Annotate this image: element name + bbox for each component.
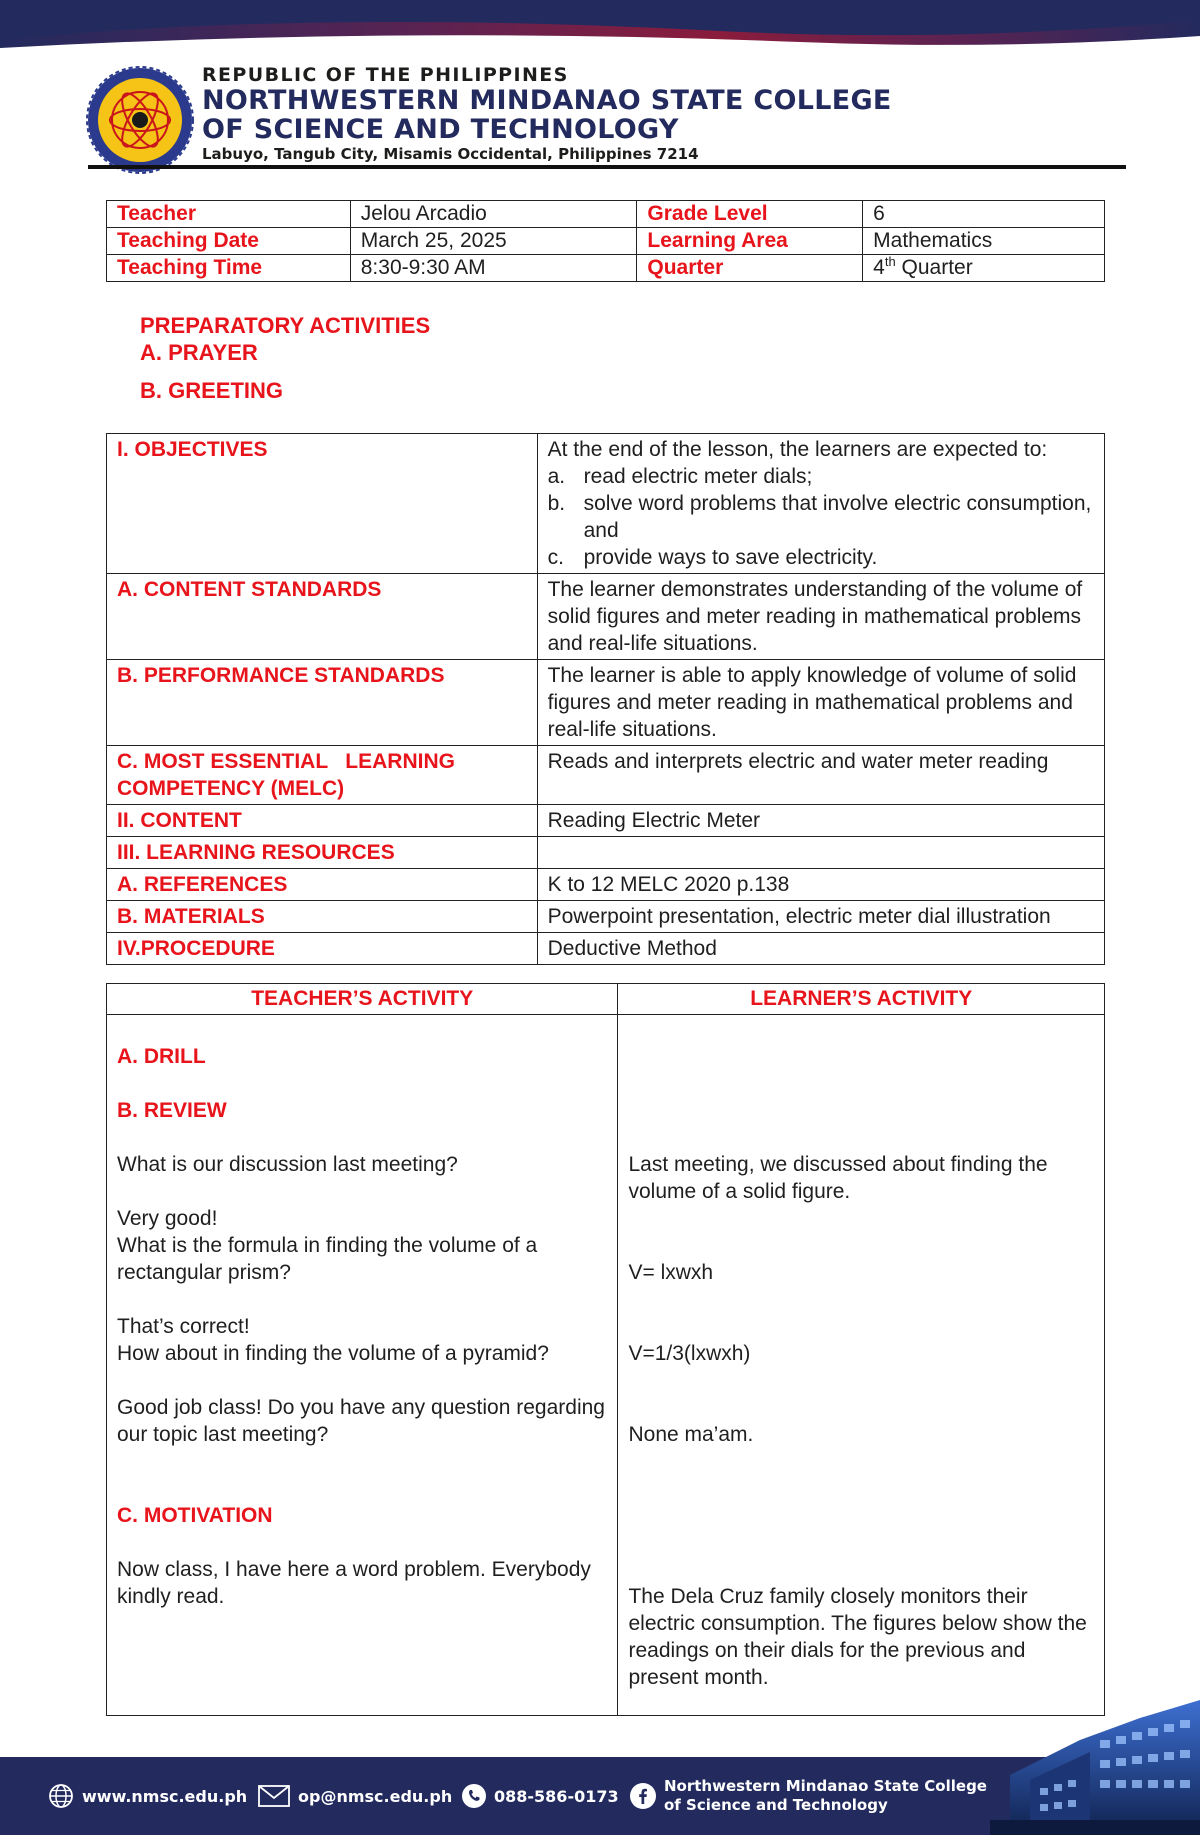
teacher-praise-1: Very good!: [117, 1207, 218, 1230]
procedure-value: Deductive Method: [537, 933, 1104, 965]
list-marker: a.: [547, 465, 566, 488]
materials-value: Powerpoint presentation, electric meter dial illustration: [537, 901, 1104, 933]
quarter-suffix: th: [884, 254, 896, 269]
learning-area-label: Learning Area: [637, 228, 863, 255]
objectives-list: [548, 463, 1094, 571]
grade-level-label: Grade Level: [637, 201, 863, 228]
drill-heading: A. DRILL: [117, 1045, 206, 1068]
facebook-icon: [630, 1783, 656, 1809]
learner-answer-2: V= lxwxh: [628, 1261, 714, 1284]
table-row: [107, 1015, 1105, 1716]
table-row: [107, 901, 1105, 933]
performance-standards-label: B. PERFORMANCE STANDARDS: [107, 660, 538, 746]
table-row: [107, 228, 1105, 255]
table-row: [107, 837, 1105, 869]
footer-email[interactable]: [258, 1757, 452, 1835]
quarter-value: [863, 255, 1105, 282]
footer-website[interactable]: [48, 1757, 247, 1835]
review-heading: B. REVIEW: [117, 1099, 227, 1122]
performance-standards-value: The learner is able to apply knowledge of volume of solid figures and meter reading in mathematical problems and real-life situations.: [537, 660, 1104, 746]
grade-level-value: 6: [863, 201, 1105, 228]
preparatory-activities: [140, 312, 430, 404]
teacher-question-5: Now class, I have here a word problem. Everybody kindly read.: [117, 1558, 591, 1608]
teacher-question-3: How about in finding the volume of a pyramid?: [117, 1342, 549, 1365]
college-name-line1: NORTHWESTERN MINDANAO STATE COLLEGE: [202, 85, 892, 116]
list-item: [548, 463, 1094, 490]
learner-answer-1: Last meeting, we discussed about finding the volume of a solid figure.: [628, 1153, 1048, 1203]
quarter-word: Quarter: [895, 256, 973, 279]
procedure-label: IV.PROCEDURE: [107, 933, 538, 965]
table-row: [107, 660, 1105, 746]
objectives-label: I. OBJECTIVES: [107, 434, 538, 574]
list-marker: b.: [547, 492, 566, 515]
content-value: Reading Electric Meter: [537, 805, 1104, 837]
college-address: Labuyo, Tangub City, Misamis Occidental, Philippines 7214: [202, 145, 699, 163]
list-text: read electric meter dials;: [583, 465, 813, 488]
learner-answer-4: None ma’am.: [628, 1423, 754, 1446]
campus-building-illustration: [990, 1680, 1200, 1835]
table-row: [107, 434, 1105, 574]
globe-icon: [48, 1783, 74, 1809]
teaching-date-value: March 25, 2025: [350, 228, 637, 255]
teacher-activity-heading: TEACHER’S ACTIVITY: [107, 984, 618, 1015]
objectives-cell: [537, 434, 1104, 574]
table-row: [107, 805, 1105, 837]
table-row: [107, 201, 1105, 228]
facebook-line1: Northwestern Mindanao State College: [664, 1777, 987, 1795]
learner-activity-heading: LEARNER’S ACTIVITY: [618, 984, 1105, 1015]
learning-area-value: Mathematics: [863, 228, 1105, 255]
preparatory-title: PREPARATORY ACTIVITIES: [140, 313, 431, 338]
content-label: II. CONTENT: [107, 805, 538, 837]
learner-activity-column: [618, 1015, 1105, 1716]
teacher-value: Jelou Arcadio: [350, 201, 637, 228]
table-row: [107, 255, 1105, 282]
table-row: [107, 984, 1105, 1015]
references-label: A. REFERENCES: [107, 869, 538, 901]
republic-heading: REPUBLIC OF THE PHILIPPINES: [202, 64, 569, 86]
college-seal-icon: [86, 66, 194, 174]
quarter-label: Quarter: [637, 255, 863, 282]
objectives-intro: At the end of the lesson, the learners are expected to:: [547, 438, 1048, 461]
footer-phone[interactable]: [462, 1757, 619, 1835]
list-marker: c.: [547, 546, 564, 569]
learner-answer-5: The Dela Cruz family closely monitors their electric consumption. The figures below show the readings on their dials for the previous and present month.: [628, 1585, 1087, 1689]
greeting-heading: B. GREETING: [140, 378, 284, 403]
activity-table: [106, 983, 1105, 1716]
teaching-date-label: Teaching Date: [107, 228, 351, 255]
teaching-time-label: Teaching Time: [107, 255, 351, 282]
motivation-heading: C. MOTIVATION: [117, 1504, 273, 1527]
quarter-number: 4: [873, 256, 885, 279]
content-standards-value: The learner demonstrates understanding of the volume of solid figures and meter reading in mathematical problems and real-life situations.: [537, 574, 1104, 660]
teacher-label: Teacher: [107, 201, 351, 228]
phone-text: 088-586-0173: [494, 1786, 619, 1806]
list-item: [548, 544, 1094, 571]
melc-label: C. MOST ESSENTIAL LEARNING COMPETENCY (MELC): [107, 746, 538, 805]
teacher-question-2: What is the formula in finding the volume of a rectangular prism?: [117, 1234, 538, 1284]
phone-icon: [462, 1784, 486, 1808]
header-divider: [88, 165, 1126, 169]
college-name-line2: OF SCIENCE AND TECHNOLOGY: [202, 114, 679, 145]
teacher-question-4: Good job class! Do you have any question regarding our topic last meeting?: [117, 1396, 605, 1446]
teaching-time-value: 8:30-9:30 AM: [350, 255, 637, 282]
banner-swoosh-graphic: [0, 0, 1200, 56]
lesson-plan-table: [106, 433, 1105, 965]
list-item: [548, 490, 1094, 544]
table-row: [107, 933, 1105, 965]
table-row: [107, 869, 1105, 901]
lesson-info-table: [106, 200, 1105, 282]
website-text: www.nmsc.edu.ph: [82, 1786, 248, 1806]
melc-value: Reads and interprets electric and water meter reading: [537, 746, 1104, 805]
mail-icon: [258, 1785, 290, 1807]
learning-resources-value: [537, 837, 1104, 869]
teacher-activity-column: [107, 1015, 618, 1716]
footer-facebook[interactable]: [630, 1757, 987, 1835]
letterhead: [86, 62, 1126, 162]
table-row: [107, 574, 1105, 660]
references-value: K to 12 MELC 2020 p.138: [537, 869, 1104, 901]
top-banner: [0, 0, 1200, 56]
learning-resources-label: III. LEARNING RESOURCES: [107, 837, 538, 869]
teacher-question-1: What is our discussion last meeting?: [117, 1153, 458, 1176]
teacher-praise-2: That’s correct!: [117, 1315, 250, 1338]
email-text: op@nmsc.edu.ph: [298, 1786, 453, 1806]
facebook-line2: of Science and Technology: [664, 1796, 888, 1814]
content-standards-label: A. CONTENT STANDARDS: [107, 574, 538, 660]
prayer-heading: A. PRAYER: [140, 340, 258, 365]
materials-label: B. MATERIALS: [107, 901, 538, 933]
table-row: [107, 746, 1105, 805]
list-text: provide ways to save electricity.: [583, 546, 878, 569]
learner-answer-3: V=1/3(lxwxh): [628, 1342, 751, 1365]
list-text: solve word problems that involve electric consumption, and: [583, 492, 1092, 542]
